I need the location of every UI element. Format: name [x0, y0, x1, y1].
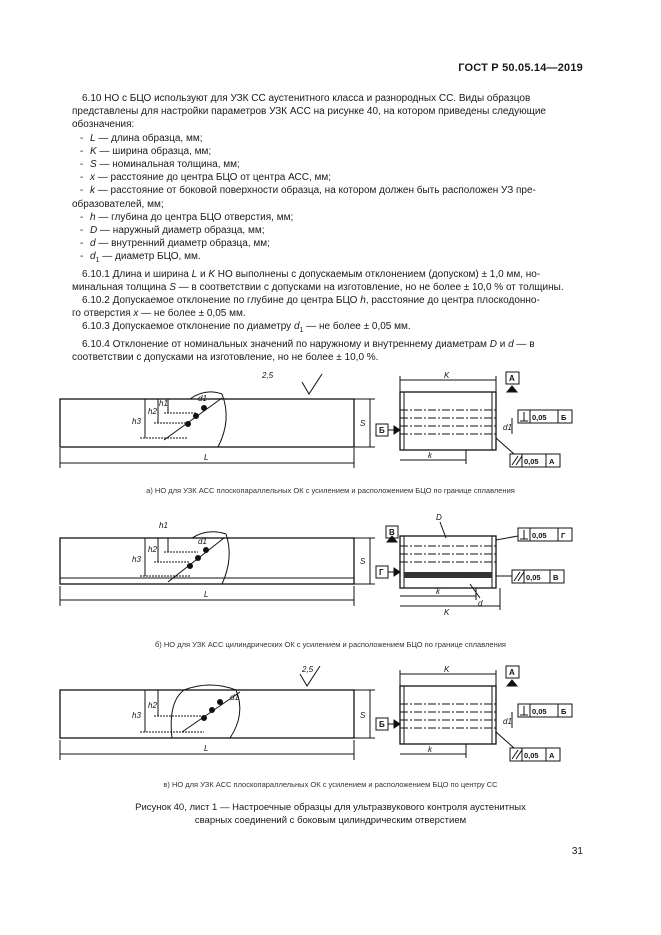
tol-par-b-ref: В — [553, 573, 559, 582]
figure-c-drawing — [0, 662, 661, 772]
tol-perp-a-ref: Б — [561, 413, 567, 422]
tol-perp-a: 0,05 — [532, 413, 547, 422]
clause-6-10-1-cont: минальная толщина S — в соответствии с допусками на изготовление, но не более ± 10,0 % от толщины. — [72, 281, 564, 293]
roughness-a: 2,5 — [262, 371, 274, 380]
fig-caption-1: Рисунок 40, лист 1 — Настроечные образцы для ультразвукового контроля аустенитных — [135, 802, 526, 813]
label-h2-c: h2 — [148, 701, 157, 710]
label-k-small-c: k — [428, 745, 432, 754]
label-d1-c: d1 — [230, 693, 239, 702]
label-k-c: K — [444, 665, 450, 674]
label-s-b: S — [360, 557, 366, 566]
label-d-inner-b: d — [478, 599, 483, 608]
clause-6-10-4: 6.10.4 Отклонение от номинальных значений по наружному и внутреннему диаметрам D и d — в — [82, 338, 535, 350]
label-d1-b: d1 — [198, 537, 207, 546]
label-k-a: K — [444, 371, 450, 380]
datum-b-a: Б — [379, 426, 385, 435]
tol-perp-b-ref: Г — [561, 531, 566, 540]
label-h2-b: h2 — [148, 545, 157, 554]
tol-par-a-ref: А — [549, 457, 555, 466]
list-item-7: - D — наружный диаметр образца, мм; — [80, 225, 265, 237]
figure-a-drawing — [0, 368, 661, 478]
figure-a — [0, 368, 661, 478]
clause-6-10-2: 6.10.2 Допускаемое отклонение по глубине до центра БЦО h, расстояние до центра плоскодонно- — [82, 295, 540, 307]
roughness-c: 2,5 — [302, 665, 314, 674]
list-item-2: - K — ширина образца, мм; — [80, 145, 212, 157]
figure-b-drawing — [0, 510, 661, 620]
caption-c: в) НО для УЗК АСС плоскопараллельных ОК с усилением и расположением БЦО по центру СС — [163, 780, 498, 789]
tol-par-c-ref: А — [549, 751, 555, 760]
label-l-b: L — [204, 590, 209, 599]
label-k-small-a: k — [428, 451, 432, 460]
label-h2-a: h2 — [148, 407, 157, 416]
label-h1-b: h1 — [159, 521, 168, 530]
body-text — [72, 92, 584, 364]
clause-6-10-3: 6.10.3 Допускаемое отклонение по диаметру $d_1$ — не более ± 0,05 мм. — [82, 321, 411, 335]
tol-perp-c: 0,05 — [532, 707, 547, 716]
clause-6-10-4-cont: соответствии с допусками на изготовление, но не более ± 10,0 %. — [72, 351, 379, 363]
tol-par-b: 0,05 — [526, 573, 541, 582]
figure-c — [0, 662, 661, 772]
label-d-outer-b: D — [436, 513, 442, 522]
clause-6-10-1: 6.10.1 Длина и ширина L и K НО выполнены с допускаемым отклонением (допуском) ± 1,0 мм, но- — [82, 268, 541, 280]
label-d1-a: d1 — [198, 394, 207, 403]
list-item-8: - d — внутренний диаметр образца, мм; — [80, 238, 270, 250]
caption-b: б) НО для УЗК АСС цилиндрических ОК с усилением и расположением БЦО по границе сплавления — [155, 640, 506, 649]
label-h3-a: h3 — [132, 417, 141, 426]
tol-perp-b: 0,05 — [532, 531, 547, 540]
list-item-6: - h — глубина до центра БЦО отверстия, мм; — [80, 211, 294, 223]
list-item-4: - x — расстояние до центра БЦО от центра АСС, мм; — [80, 172, 332, 184]
datum-g-b: Г — [379, 568, 384, 577]
header-title: ГОСТ Р 50.05.14—2019 — [458, 62, 583, 74]
label-k-b: K — [444, 608, 450, 617]
datum-v-b: В — [389, 528, 395, 537]
caption-a: а) НО для УЗК АСС плоскопараллельных ОК с усилением и расположением БЦО по границе сплавления — [146, 486, 515, 495]
clause-6-10-2-cont: го отверстия x — не более ± 0,05 мм. — [72, 308, 246, 320]
list-item-3: - S — номинальная толщина, мм; — [80, 159, 240, 171]
label-s-c: S — [360, 711, 366, 720]
list-item-5: - k — расстояние от боковой поверхности образца, на котором должен быть расположен УЗ пре- — [80, 185, 536, 197]
label-s-a: S — [360, 419, 366, 428]
datum-a-a: А — [509, 374, 515, 383]
tol-par-a: 0,05 — [524, 457, 539, 466]
label-d1-side-a: d1 — [503, 423, 512, 432]
page-number: 31 — [571, 846, 583, 857]
label-k-small-b: k — [436, 587, 440, 596]
fig-caption-2: сварных соединений с боковым цилиндрическим отверстием — [194, 814, 467, 826]
tol-par-c: 0,05 — [524, 751, 539, 760]
intro-line-2: представлены для настройки параметров УЗК АСС на рисунке 40, на котором приведены следующие — [72, 106, 546, 118]
label-h1-a: h1 — [159, 399, 168, 408]
label-l-a: L — [204, 453, 209, 462]
list-item-5-cont: образователей, мм; — [72, 198, 164, 210]
label-d1-side-c: d1 — [503, 717, 512, 726]
tol-perp-c-ref: Б — [561, 707, 567, 716]
figure-caption — [0, 802, 661, 827]
figure-b — [0, 510, 661, 620]
list-item-9: - $d_1$ — диаметр БЦО, мм. — [80, 251, 201, 265]
list-item-1: - L — длина образца, мм; — [80, 132, 203, 144]
intro-line-1: 6.10 НО с БЦО используют для УЗК СС аустенитного класса и разнородных СС. Виды образцов — [82, 93, 531, 104]
label-h3-b: h3 — [132, 555, 141, 564]
label-h3-c: h3 — [132, 711, 141, 720]
datum-b-c: Б — [379, 720, 385, 729]
label-l-c: L — [204, 744, 209, 753]
intro-line-3: обозначения: — [72, 119, 135, 131]
datum-a-c: А — [509, 668, 515, 677]
